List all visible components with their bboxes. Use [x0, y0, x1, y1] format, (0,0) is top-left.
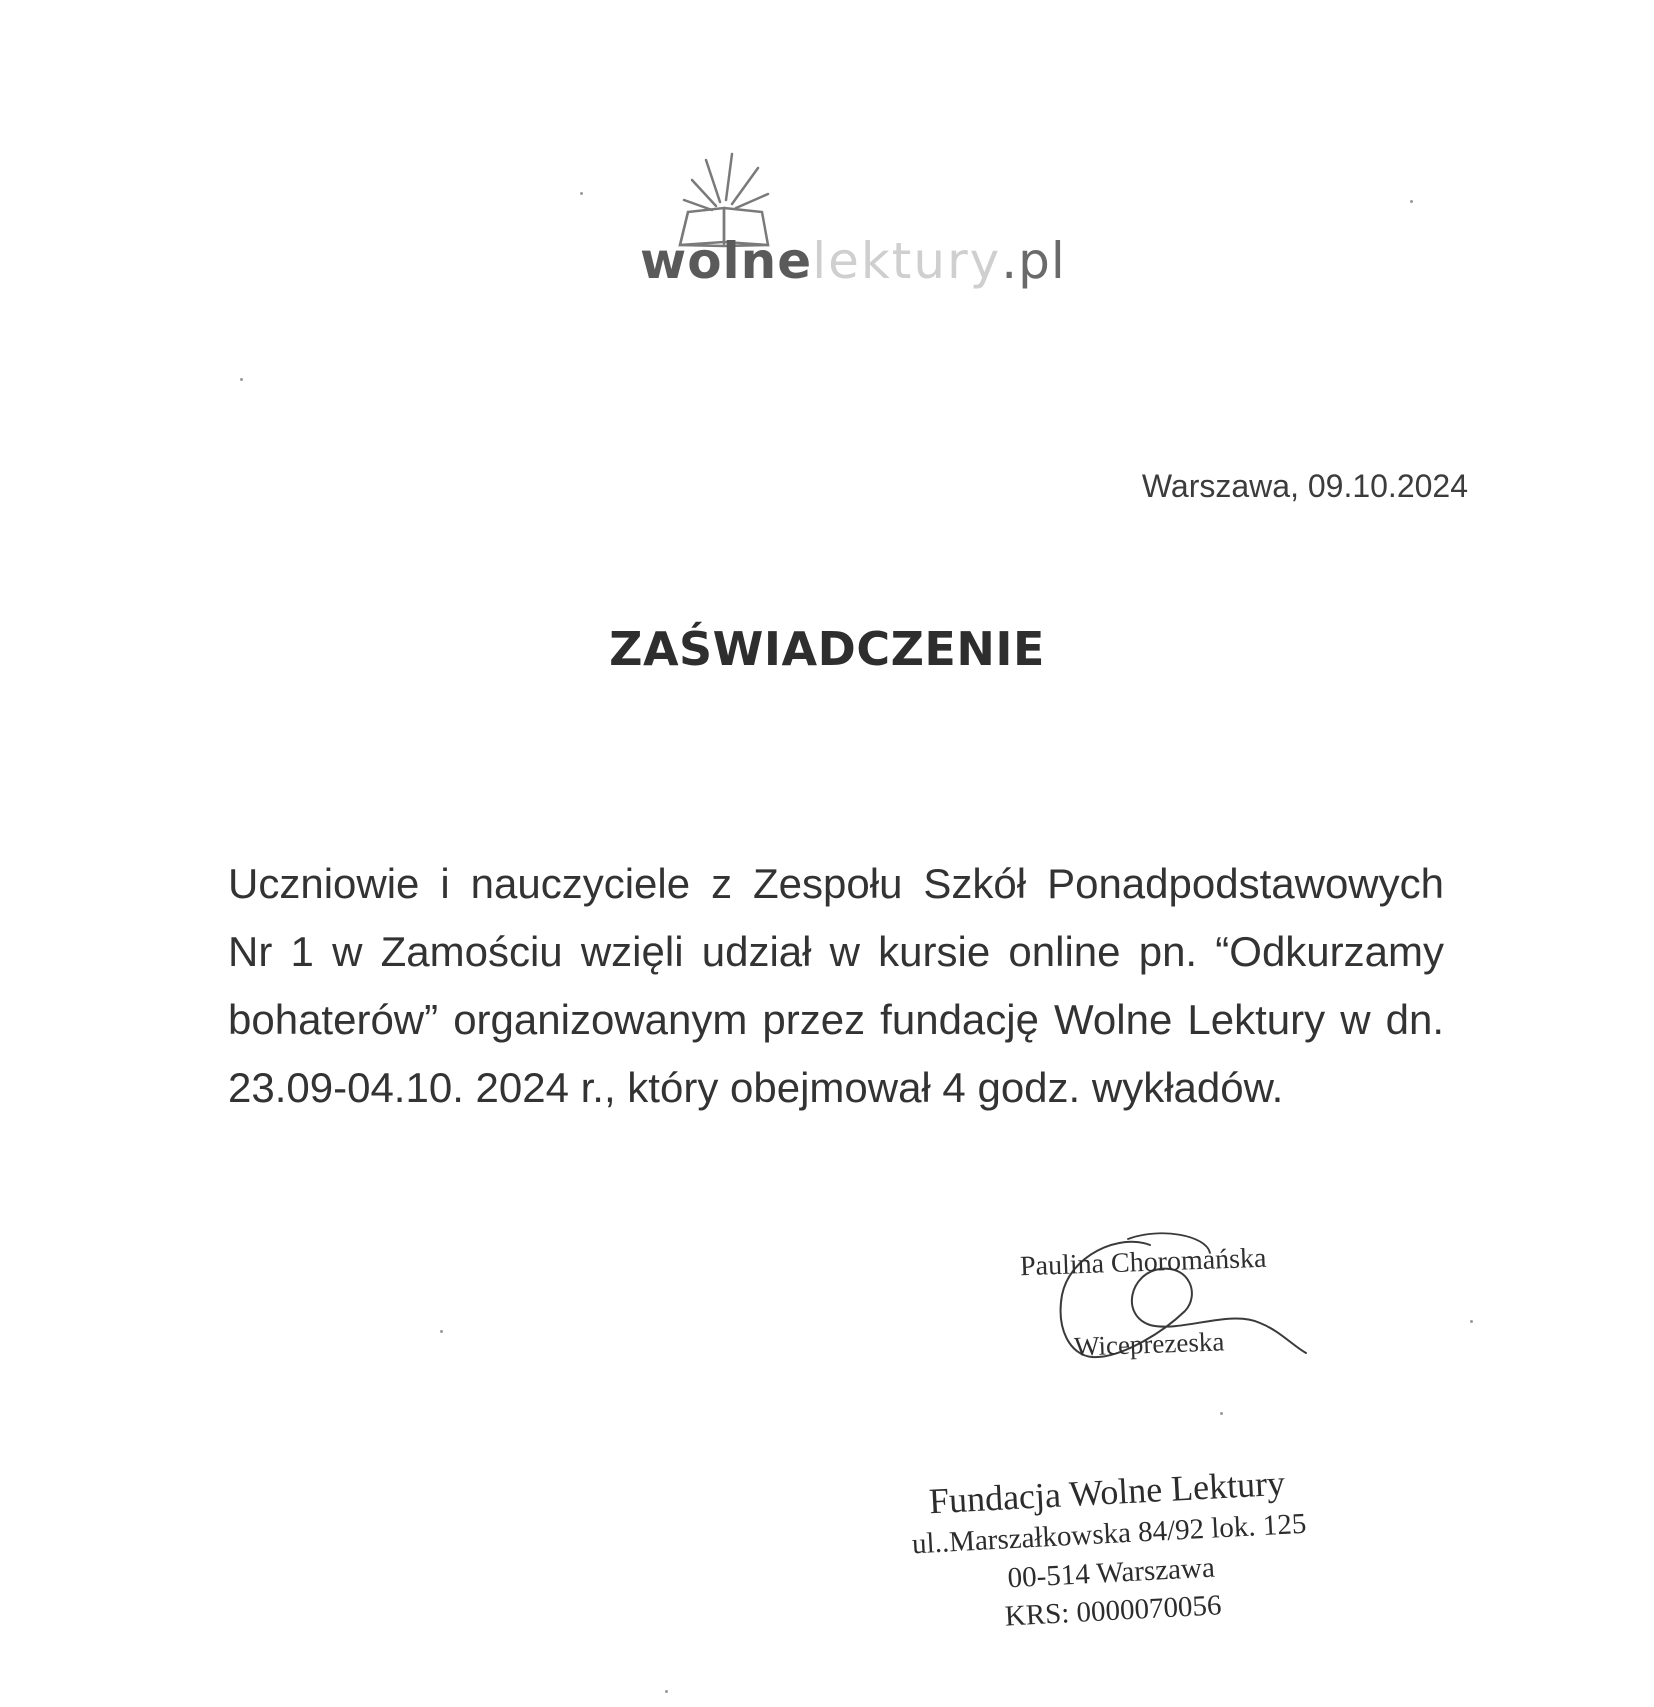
scan-speck	[240, 378, 243, 381]
document-title: ZAŚWIADCZENIE	[609, 622, 1045, 676]
stamp-line-organization: Fundacja Wolne Lektury	[927, 1462, 1286, 1522]
logo-wordmark-lektury: lektury	[812, 232, 1002, 290]
scan-speck	[580, 192, 583, 195]
signature-block	[1010, 1225, 1330, 1375]
logo-wordmark-wolne: wolne	[640, 232, 813, 290]
scan-speck	[440, 1330, 443, 1333]
scan-speck	[1410, 200, 1413, 203]
stamp-line-city: 00-514 Warszawa	[1006, 1551, 1216, 1595]
certificate-body: Uczniowie i nauczyciele z Zespołu Szkół Ponadpodstawowych Nr 1 w Zamościu wzięli udział w kursie online pn. “Odkurzamy bohaterów” organizowanym przez fundację Wolne Lektury w dn. 23.09-04.10. 2024 r., który obejmował 4 godz. wykładów.	[228, 860, 1444, 1111]
stamp-line-krs: KRS: 0000070056	[1004, 1589, 1223, 1633]
scan-speck	[1220, 1412, 1223, 1415]
wolne-lektury-logo	[640, 150, 1066, 320]
scan-speck	[1470, 1320, 1473, 1323]
logo-wordmark	[640, 232, 1066, 290]
document-date: Warszawa, 09.10.2024	[1141, 468, 1468, 504]
scan-speck	[665, 1690, 668, 1693]
stamp-line-street: ul..Marszałkowska 84/92 lok. 125	[911, 1507, 1308, 1561]
signatory-role: Wiceprezeska	[1073, 1326, 1225, 1362]
foundation-stamp	[876, 1458, 1344, 1642]
signatory-name: Paulina Choromańska	[1019, 1242, 1267, 1283]
logo-wordmark-domain: .pl	[1001, 232, 1066, 290]
